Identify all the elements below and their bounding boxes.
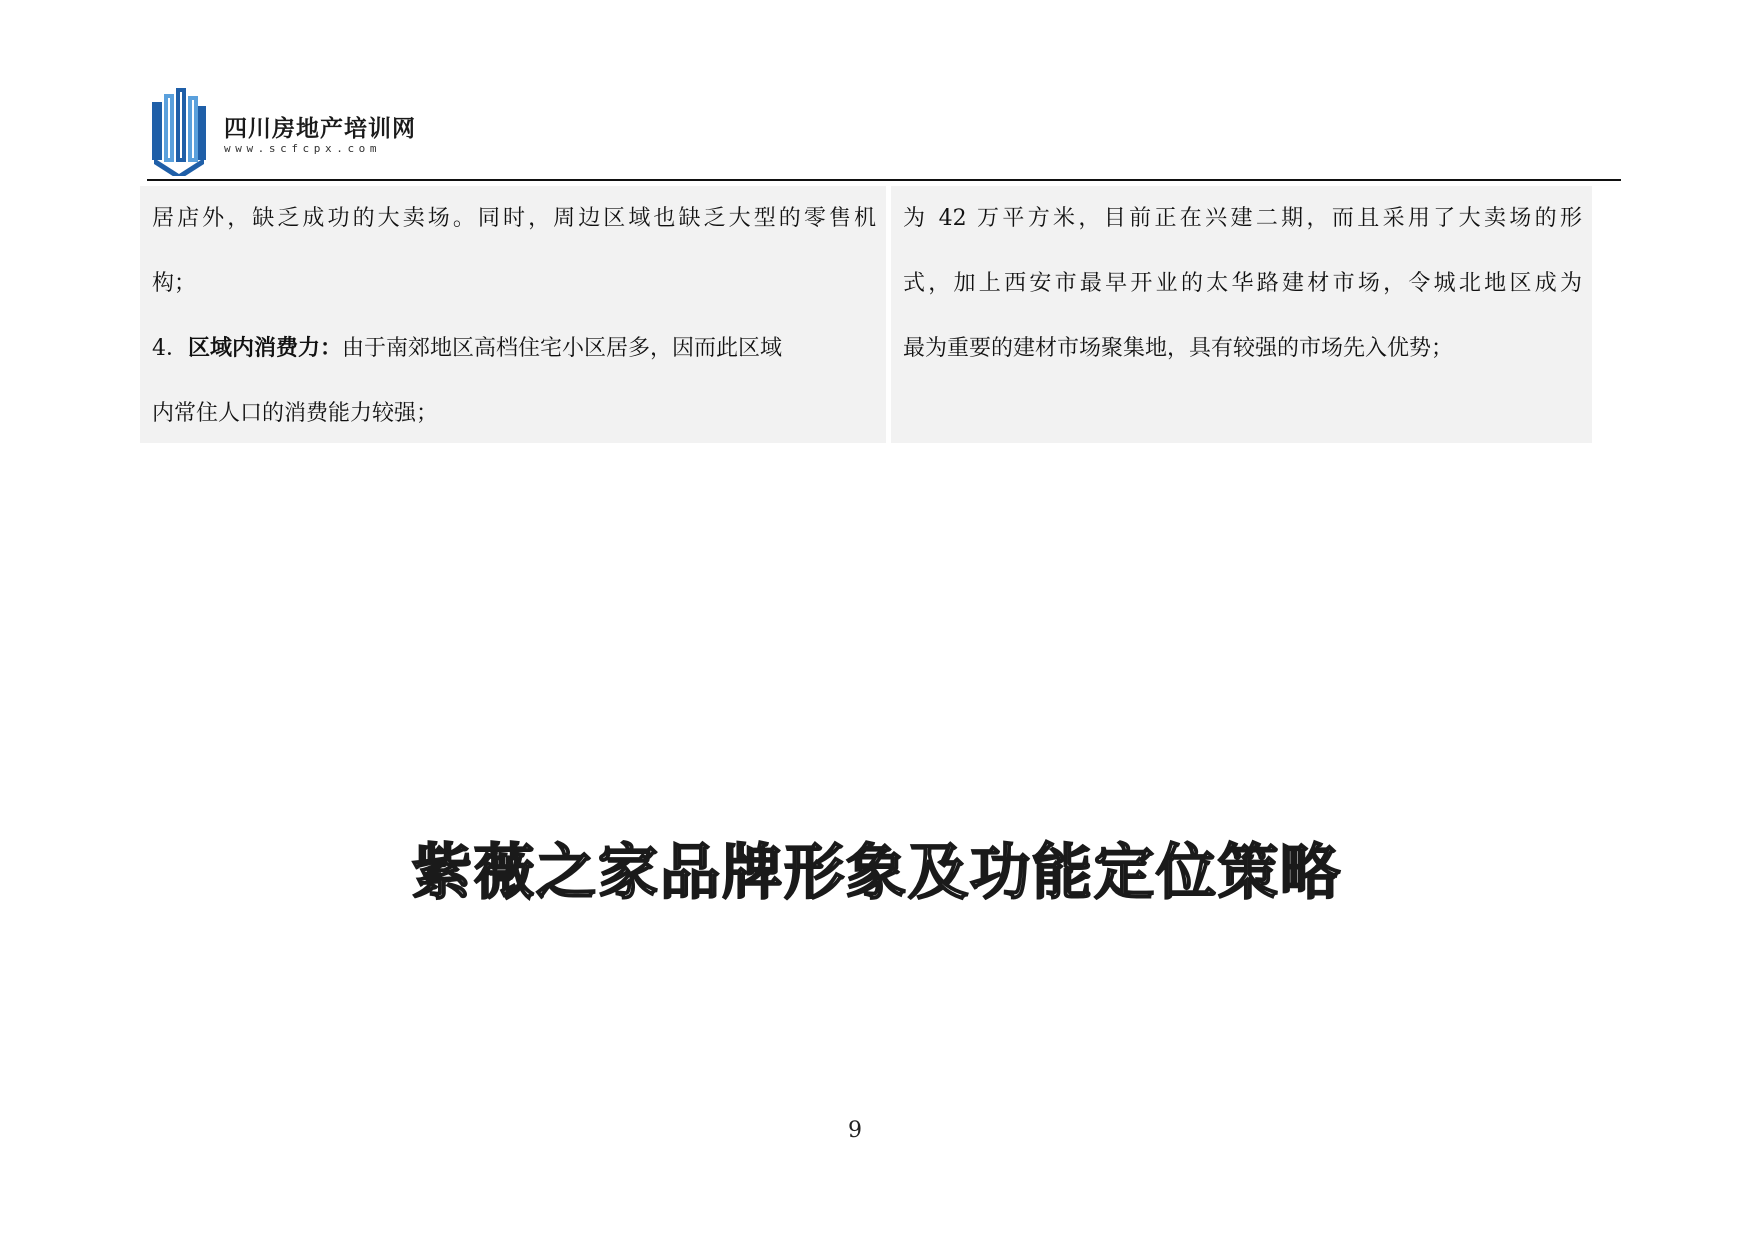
left-line-1: 居店外，缺乏成功的大卖场。同时，周边区域也缺乏大型的零售机: [152, 206, 876, 231]
right-line-1: 为 42 万平方米，目前正在兴建二期，而且采用了大卖场的形: [903, 206, 1582, 231]
page-number: 9: [848, 1118, 862, 1143]
right-line-2: 式，加上西安市最早开业的太华路建材市场，令城北地区成为: [903, 271, 1582, 296]
item-number: 4．: [152, 336, 188, 361]
left-list-item-4: [152, 316, 876, 381]
logo-text: [224, 116, 416, 156]
left-line-4: 内常住人口的消费能力较强；: [152, 401, 439, 426]
left-line-2: 构；: [152, 271, 197, 296]
item-text: 由于南郊地区高档住宅小区居多，因而此区域: [342, 336, 783, 361]
logo-url: www.scfcpx.com: [224, 142, 382, 155]
logo-name: 四川房地产培训网: [224, 116, 416, 142]
header-divider: [147, 179, 1621, 181]
building-logo-icon: [148, 88, 210, 176]
page-header: [148, 86, 1620, 182]
section-title: 紫薇之家品牌形象及功能定位策略: [412, 838, 1342, 908]
left-text-panel: [140, 186, 886, 443]
right-text-panel: [891, 186, 1592, 443]
item-label: 区域内消费力：: [188, 336, 343, 361]
right-line-3: 最为重要的建材市场聚集地，具有较强的市场先入优势；: [903, 336, 1454, 361]
